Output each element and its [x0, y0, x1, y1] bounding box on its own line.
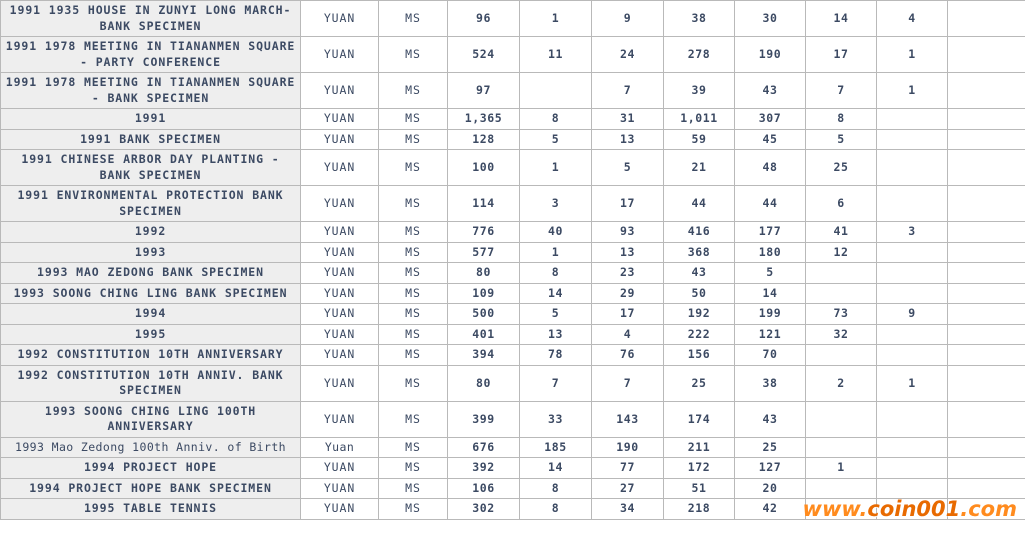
- total-count-cell: 106: [448, 478, 520, 499]
- coin-description-cell: 1991 CHINESE ARBOR DAY PLANTING - BANK SPECIMEN: [1, 150, 301, 186]
- table-row: [1, 242, 1025, 263]
- denomination-cell: YUAN: [301, 458, 379, 479]
- denomination-cell: YUAN: [301, 129, 379, 150]
- population-count-cell: 1,011: [664, 109, 735, 130]
- population-count-cell: 222: [664, 324, 735, 345]
- population-count-cell: 3: [520, 186, 592, 222]
- population-count-cell: [948, 186, 1025, 222]
- population-count-cell: 44: [664, 186, 735, 222]
- population-count-cell: [948, 73, 1025, 109]
- population-count-cell: 368: [664, 242, 735, 263]
- population-count-cell: 38: [664, 1, 735, 37]
- population-count-cell: [948, 1, 1025, 37]
- denomination-cell: YUAN: [301, 37, 379, 73]
- population-count-cell: 14: [520, 283, 592, 304]
- coin-description-cell: 1991 1935 HOUSE IN ZUNYI LONG MARCH-BANK SPECIMEN: [1, 1, 301, 37]
- population-count-cell: 3: [877, 222, 948, 243]
- population-count-cell: [877, 150, 948, 186]
- denomination-cell: Yuan: [301, 437, 379, 458]
- grade-cell: MS: [379, 222, 448, 243]
- population-count-cell: 44: [735, 186, 806, 222]
- total-count-cell: 100: [448, 150, 520, 186]
- population-count-cell: 12: [806, 242, 877, 263]
- coin-description-cell: 1995 TABLE TENNIS: [1, 499, 301, 520]
- population-count-cell: [877, 478, 948, 499]
- total-count-cell: 114: [448, 186, 520, 222]
- denomination-cell: YUAN: [301, 1, 379, 37]
- watermark-suffix: .com: [960, 497, 1017, 521]
- population-count-cell: 127: [735, 458, 806, 479]
- coin-description-cell: 1991 1978 MEETING IN TIANANMEN SQUARE - PARTY CONFERENCE: [1, 37, 301, 73]
- grade-cell: MS: [379, 150, 448, 186]
- table-row: [1, 304, 1025, 325]
- coin-description-cell: 1991 1978 MEETING IN TIANANMEN SQUARE - BANK SPECIMEN: [1, 73, 301, 109]
- population-count-cell: [520, 73, 592, 109]
- population-count-cell: 6: [806, 186, 877, 222]
- coin-description-cell: 1994 PROJECT HOPE BANK SPECIMEN: [1, 478, 301, 499]
- population-count-cell: 77: [592, 458, 664, 479]
- population-count-cell: 5: [520, 129, 592, 150]
- population-count-cell: 174: [664, 401, 735, 437]
- population-count-cell: [877, 401, 948, 437]
- table-row: [1, 150, 1025, 186]
- population-count-cell: 32: [806, 324, 877, 345]
- denomination-cell: YUAN: [301, 324, 379, 345]
- population-count-cell: [806, 437, 877, 458]
- population-count-cell: 156: [664, 345, 735, 366]
- population-count-cell: 143: [592, 401, 664, 437]
- population-count-cell: 5: [592, 150, 664, 186]
- population-count-cell: 31: [592, 109, 664, 130]
- denomination-cell: YUAN: [301, 304, 379, 325]
- population-count-cell: [948, 458, 1025, 479]
- population-count-cell: 21: [664, 150, 735, 186]
- coin-description-cell: 1991 ENVIRONMENTAL PROTECTION BANK SPECIMEN: [1, 186, 301, 222]
- population-count-cell: [948, 478, 1025, 499]
- denomination-cell: YUAN: [301, 242, 379, 263]
- population-count-cell: 93: [592, 222, 664, 243]
- coin-description-cell: 1993 SOONG CHING LING BANK SPECIMEN: [1, 283, 301, 304]
- population-count-cell: [948, 129, 1025, 150]
- population-count-cell: [806, 263, 877, 284]
- population-count-cell: 45: [735, 129, 806, 150]
- population-count-cell: 177: [735, 222, 806, 243]
- total-count-cell: 524: [448, 37, 520, 73]
- population-count-cell: [948, 345, 1025, 366]
- population-count-cell: 199: [735, 304, 806, 325]
- total-count-cell: 1,365: [448, 109, 520, 130]
- population-count-cell: 13: [592, 242, 664, 263]
- population-count-cell: 190: [735, 37, 806, 73]
- population-count-cell: 9: [877, 304, 948, 325]
- population-count-cell: [948, 365, 1025, 401]
- population-count-cell: [877, 263, 948, 284]
- population-count-cell: 11: [520, 37, 592, 73]
- grade-cell: MS: [379, 37, 448, 73]
- population-count-cell: 29: [592, 283, 664, 304]
- population-count-cell: 121: [735, 324, 806, 345]
- table-row: [1, 283, 1025, 304]
- total-count-cell: 500: [448, 304, 520, 325]
- population-count-cell: [948, 263, 1025, 284]
- population-count-cell: 42: [735, 499, 806, 520]
- denomination-cell: YUAN: [301, 73, 379, 109]
- population-count-cell: [948, 150, 1025, 186]
- total-count-cell: 399: [448, 401, 520, 437]
- population-count-cell: [877, 242, 948, 263]
- table-row: [1, 263, 1025, 284]
- coin-description-cell: 1991 BANK SPECIMEN: [1, 129, 301, 150]
- population-count-cell: 8: [520, 263, 592, 284]
- population-count-cell: 70: [735, 345, 806, 366]
- table-row: [1, 1, 1025, 37]
- denomination-cell: YUAN: [301, 401, 379, 437]
- population-count-cell: [877, 458, 948, 479]
- population-count-cell: 59: [664, 129, 735, 150]
- population-count-cell: [806, 283, 877, 304]
- total-count-cell: 128: [448, 129, 520, 150]
- denomination-cell: YUAN: [301, 263, 379, 284]
- population-count-cell: 185: [520, 437, 592, 458]
- grade-cell: MS: [379, 263, 448, 284]
- population-count-cell: [877, 283, 948, 304]
- population-count-cell: 8: [520, 499, 592, 520]
- population-count-cell: 17: [592, 186, 664, 222]
- population-count-cell: 8: [520, 109, 592, 130]
- coin-description-cell: 1994: [1, 304, 301, 325]
- population-count-cell: 1: [877, 37, 948, 73]
- table-row: [1, 324, 1025, 345]
- population-count-cell: [948, 499, 1025, 520]
- population-count-cell: 14: [735, 283, 806, 304]
- population-count-cell: 48: [735, 150, 806, 186]
- denomination-cell: YUAN: [301, 222, 379, 243]
- population-count-cell: 30: [735, 1, 806, 37]
- population-count-cell: 211: [664, 437, 735, 458]
- coin-description-cell: 1993 MAO ZEDONG BANK SPECIMEN: [1, 263, 301, 284]
- population-count-cell: [877, 186, 948, 222]
- population-count-cell: 38: [735, 365, 806, 401]
- population-count-cell: 5: [520, 304, 592, 325]
- population-count-cell: 1: [520, 242, 592, 263]
- population-count-cell: 43: [735, 401, 806, 437]
- table-row: [1, 222, 1025, 243]
- table-row: [1, 499, 1025, 520]
- grade-cell: MS: [379, 401, 448, 437]
- population-count-cell: 9: [592, 1, 664, 37]
- population-count-cell: 307: [735, 109, 806, 130]
- total-count-cell: 80: [448, 365, 520, 401]
- population-count-cell: [877, 437, 948, 458]
- population-count-cell: 25: [735, 437, 806, 458]
- population-count-cell: 180: [735, 242, 806, 263]
- grade-cell: MS: [379, 324, 448, 345]
- population-count-cell: 33: [520, 401, 592, 437]
- population-count-cell: 4: [592, 324, 664, 345]
- population-count-cell: 23: [592, 263, 664, 284]
- population-count-cell: [806, 345, 877, 366]
- total-count-cell: 109: [448, 283, 520, 304]
- total-count-cell: 392: [448, 458, 520, 479]
- table-row: [1, 458, 1025, 479]
- population-count-cell: [948, 324, 1025, 345]
- total-count-cell: 96: [448, 1, 520, 37]
- population-count-cell: 24: [592, 37, 664, 73]
- coin-description-cell: 1993: [1, 242, 301, 263]
- population-count-cell: [948, 437, 1025, 458]
- total-count-cell: 776: [448, 222, 520, 243]
- population-count-cell: 218: [664, 499, 735, 520]
- population-count-cell: 5: [735, 263, 806, 284]
- population-count-cell: 7: [520, 365, 592, 401]
- population-count-cell: 1: [520, 1, 592, 37]
- denomination-cell: YUAN: [301, 109, 379, 130]
- population-count-cell: 1: [877, 73, 948, 109]
- coin-description-cell: 1991: [1, 109, 301, 130]
- total-count-cell: 401: [448, 324, 520, 345]
- population-count-cell: [877, 324, 948, 345]
- population-count-cell: 7: [592, 365, 664, 401]
- denomination-cell: YUAN: [301, 283, 379, 304]
- population-count-cell: [948, 109, 1025, 130]
- table-row: [1, 109, 1025, 130]
- population-count-cell: 20: [735, 478, 806, 499]
- population-count-cell: 78: [520, 345, 592, 366]
- population-count-cell: 13: [592, 129, 664, 150]
- population-count-cell: 27: [592, 478, 664, 499]
- population-count-cell: 5: [806, 129, 877, 150]
- grade-cell: MS: [379, 345, 448, 366]
- population-count-cell: 2: [806, 365, 877, 401]
- population-count-cell: 43: [664, 263, 735, 284]
- denomination-cell: YUAN: [301, 345, 379, 366]
- population-count-cell: 17: [806, 37, 877, 73]
- table-row: [1, 401, 1025, 437]
- population-count-cell: 4: [877, 1, 948, 37]
- grade-cell: MS: [379, 1, 448, 37]
- grade-cell: MS: [379, 129, 448, 150]
- population-count-cell: [948, 304, 1025, 325]
- population-count-cell: [806, 401, 877, 437]
- coin-description-cell: 1993 Mao Zedong 100th Anniv. of Birth: [1, 437, 301, 458]
- grade-cell: MS: [379, 304, 448, 325]
- population-count-cell: [806, 478, 877, 499]
- population-count-cell: [948, 37, 1025, 73]
- population-count-cell: 416: [664, 222, 735, 243]
- population-count-cell: 14: [520, 458, 592, 479]
- population-count-cell: [877, 109, 948, 130]
- population-count-cell: 73: [806, 304, 877, 325]
- grade-cell: MS: [379, 499, 448, 520]
- population-count-cell: [948, 242, 1025, 263]
- grade-cell: MS: [379, 242, 448, 263]
- grade-cell: MS: [379, 186, 448, 222]
- denomination-cell: YUAN: [301, 499, 379, 520]
- denomination-cell: YUAN: [301, 478, 379, 499]
- population-count-cell: 278: [664, 37, 735, 73]
- population-count-cell: 51: [664, 478, 735, 499]
- total-count-cell: 302: [448, 499, 520, 520]
- population-count-cell: 14: [806, 1, 877, 37]
- population-count-cell: [948, 222, 1025, 243]
- grade-cell: MS: [379, 109, 448, 130]
- population-count-cell: 41: [806, 222, 877, 243]
- population-count-cell: [877, 345, 948, 366]
- population-count-cell: 43: [735, 73, 806, 109]
- population-count-cell: [877, 129, 948, 150]
- population-count-cell: 50: [664, 283, 735, 304]
- population-count-cell: 25: [664, 365, 735, 401]
- population-count-cell: 1: [806, 458, 877, 479]
- population-count-cell: 39: [664, 73, 735, 109]
- denomination-cell: YUAN: [301, 150, 379, 186]
- population-count-cell: 34: [592, 499, 664, 520]
- coin-description-cell: 1994 PROJECT HOPE: [1, 458, 301, 479]
- coin-description-cell: 1992: [1, 222, 301, 243]
- table-row: [1, 73, 1025, 109]
- table-row: [1, 186, 1025, 222]
- population-count-cell: 13: [520, 324, 592, 345]
- population-count-cell: 8: [806, 109, 877, 130]
- watermark-prefix: www.: [802, 497, 868, 521]
- total-count-cell: 394: [448, 345, 520, 366]
- population-count-cell: 7: [806, 73, 877, 109]
- total-count-cell: 577: [448, 242, 520, 263]
- total-count-cell: 676: [448, 437, 520, 458]
- total-count-cell: 80: [448, 263, 520, 284]
- coin-description-cell: 1992 CONSTITUTION 10TH ANNIV. BANK SPECIMEN: [1, 365, 301, 401]
- population-count-cell: 7: [592, 73, 664, 109]
- population-count-cell: 8: [520, 478, 592, 499]
- population-count-cell: 25: [806, 150, 877, 186]
- grade-cell: MS: [379, 283, 448, 304]
- table-row: [1, 478, 1025, 499]
- population-count-cell: 76: [592, 345, 664, 366]
- table-row: [1, 345, 1025, 366]
- population-count-cell: 17: [592, 304, 664, 325]
- grade-cell: MS: [379, 437, 448, 458]
- population-count-cell: 40: [520, 222, 592, 243]
- table-row: [1, 129, 1025, 150]
- population-count-cell: 192: [664, 304, 735, 325]
- table-row: [1, 365, 1025, 401]
- table-body: [1, 1, 1025, 520]
- population-count-cell: 1: [520, 150, 592, 186]
- grade-cell: MS: [379, 458, 448, 479]
- population-count-cell: [948, 283, 1025, 304]
- table-row: [1, 437, 1025, 458]
- table-row: [1, 37, 1025, 73]
- coin-description-cell: 1995: [1, 324, 301, 345]
- watermark-main: coin001: [867, 497, 961, 521]
- population-count-cell: [948, 401, 1025, 437]
- population-count-cell: 172: [664, 458, 735, 479]
- total-count-cell: 97: [448, 73, 520, 109]
- population-count-cell: [806, 499, 877, 520]
- grade-cell: MS: [379, 478, 448, 499]
- grade-cell: MS: [379, 365, 448, 401]
- population-count-cell: 190: [592, 437, 664, 458]
- denomination-cell: YUAN: [301, 186, 379, 222]
- denomination-cell: YUAN: [301, 365, 379, 401]
- grade-cell: MS: [379, 73, 448, 109]
- population-count-cell: 1: [877, 365, 948, 401]
- coin-description-cell: 1992 CONSTITUTION 10TH ANNIVERSARY: [1, 345, 301, 366]
- population-count-cell: [877, 499, 948, 520]
- coin-description-cell: 1993 SOONG CHING LING 100TH ANNIVERSARY: [1, 401, 301, 437]
